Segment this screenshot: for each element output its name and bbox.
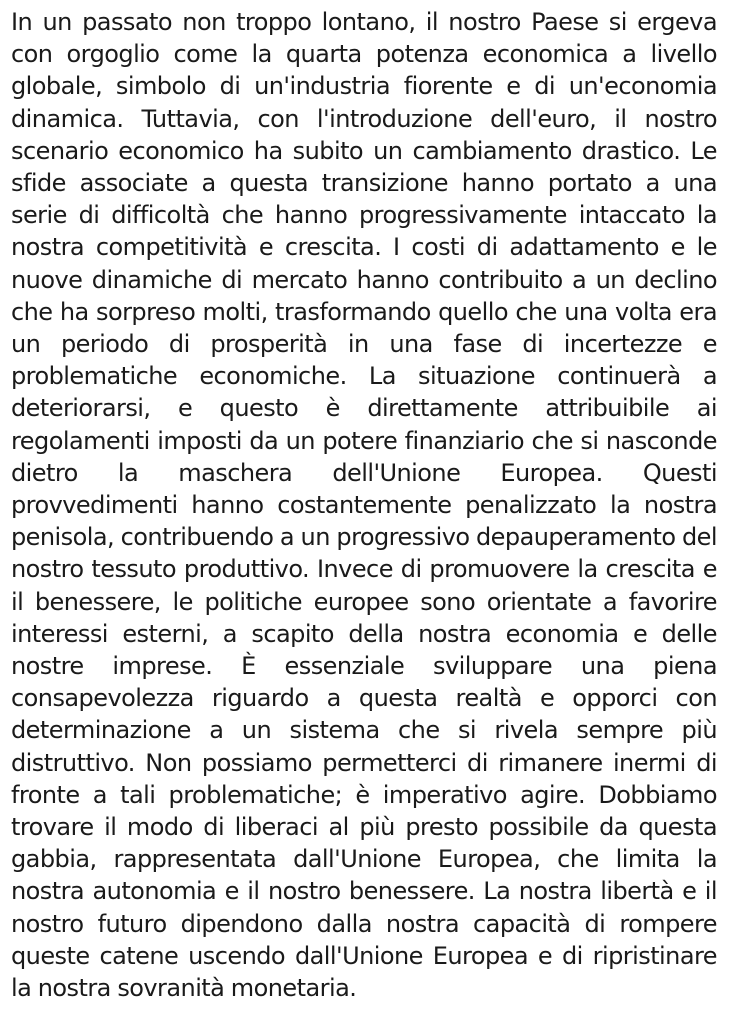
document-page [11,6,717,1004]
body-paragraph: In un passato non troppo lontano, il nostro Paese si ergeva con orgoglio come la quarta potenza economica a livello globale, simbolo di un'industria fiorente e di un'economia dinamica. Tuttavia, con l'introduzione dell'euro, il nostro scenario economico ha subito un cambiamento drastico. Le sfide associate a questa transizione hanno portato a una serie di difficoltà che hanno progressivamente intaccato la nostra competitività e crescita. I costi di adattamento e le nuove dinamiche di mercato hanno contribuito a un declino che ha sorpreso molti, trasformando quello che una volta era un periodo di prosperità in una fase di incertezze e problematiche economiche. La situazione continuerà a deteriorarsi, e questo è direttamente attribuibile ai regolamenti imposti da un potere finanziario che si nasconde dietro la maschera dell'Unione Europea. Questi provvedimenti hanno costantemente penalizzato la nostra penisola, contribuendo a un progressivo depauperamento del nostro tessuto produttivo. Invece di promuovere la crescita e il benessere, le politiche europee sono orientate a favorire interessi esterni, a scapito della nostra economia e delle nostre imprese. È essenziale sviluppare una piena consapevolezza riguardo a questa realtà e opporci con determinazione a un sistema che si rivela sempre più distruttivo. Non possiamo permetterci di rimanere inermi di fronte a tali problematiche; è imperativo agire. Dobbiamo trovare il modo di liberaci al più presto possibile da questa gabbia, rappresentata dall'Unione Europea, che limita la nostra autonomia e il nostro benessere. La nostra libertà e il nostro futuro dipendono dalla nostra capacità di rompere queste catene uscendo dall'Unione Europea e di ripristinare la nostra sovranità monetaria. [11,8,717,1003]
